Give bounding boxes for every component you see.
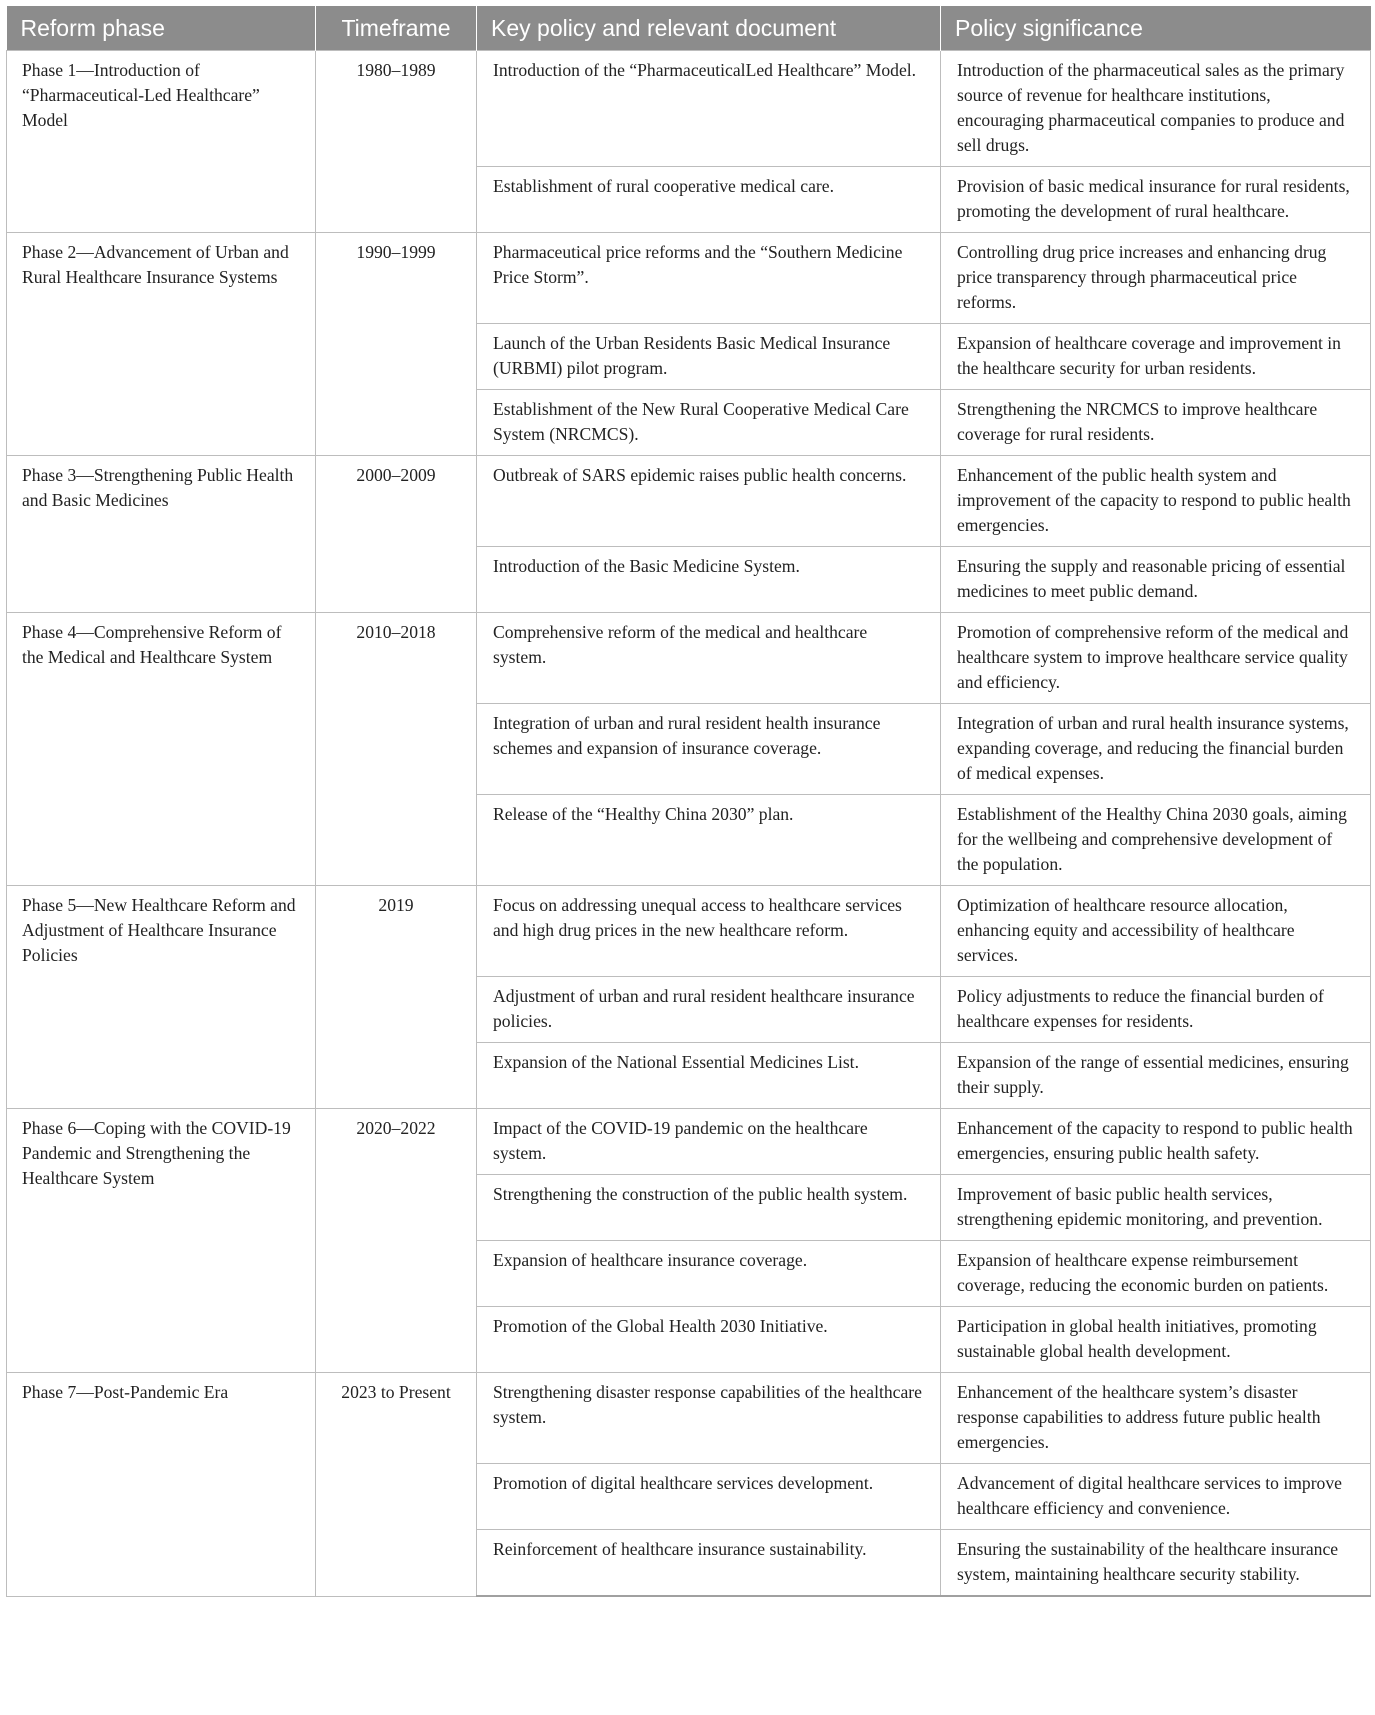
timeframe-cell: 2019 <box>316 886 477 1109</box>
table-row <box>7 233 1371 324</box>
timeframe-cell: 1990–1999 <box>316 233 477 456</box>
significance-cell: Improvement of basic public health services, strengthening epidemic monitoring, and prevention. <box>941 1175 1371 1241</box>
policy-cell: Adjustment of urban and rural resident healthcare insurance policies. <box>477 977 941 1043</box>
significance-cell: Policy adjustments to reduce the financial burden of healthcare expenses for residents. <box>941 977 1371 1043</box>
timeframe-cell: 2010–2018 <box>316 613 477 886</box>
policy-cell: Integration of urban and rural resident health insurance schemes and expansion of insurance coverage. <box>477 704 941 795</box>
table-row <box>7 456 1371 547</box>
significance-cell: Expansion of healthcare coverage and improvement in the healthcare security for urban residents. <box>941 324 1371 390</box>
table-body <box>7 51 1371 1597</box>
policy-cell: Establishment of rural cooperative medical care. <box>477 167 941 233</box>
reform-phases-table-container <box>6 6 1370 1597</box>
table-row <box>7 1373 1371 1464</box>
timeframe-cell: 2020–2022 <box>316 1109 477 1373</box>
timeframe-cell: 2000–2009 <box>316 456 477 613</box>
significance-cell: Promotion of comprehensive reform of the medical and healthcare system to improve healthcare service quality and efficiency. <box>941 613 1371 704</box>
policy-cell: Reinforcement of healthcare insurance sustainability. <box>477 1530 941 1597</box>
table-row <box>7 613 1371 704</box>
timeframe-cell: 2023 to Present <box>316 1373 477 1597</box>
significance-cell: Expansion of the range of essential medicines, ensuring their supply. <box>941 1043 1371 1109</box>
timeframe-cell: 1980–1989 <box>316 51 477 233</box>
policy-cell: Pharmaceutical price reforms and the “Southern Medicine Price Storm”. <box>477 233 941 324</box>
policy-cell: Launch of the Urban Residents Basic Medical Insurance (URBMI) pilot program. <box>477 324 941 390</box>
significance-cell: Optimization of healthcare resource allocation, enhancing equity and accessibility of healthcare services. <box>941 886 1371 977</box>
policy-cell: Promotion of digital healthcare services development. <box>477 1464 941 1530</box>
table-header <box>7 6 1371 51</box>
table-row <box>7 886 1371 977</box>
header-timeframe: Timeframe <box>316 6 477 51</box>
policy-cell: Strengthening disaster response capabilities of the healthcare system. <box>477 1373 941 1464</box>
phase-cell: Phase 5—New Healthcare Reform and Adjustment of Healthcare Insurance Policies <box>7 886 316 1109</box>
significance-cell: Enhancement of the capacity to respond to public health emergencies, ensuring public health safety. <box>941 1109 1371 1175</box>
policy-cell: Outbreak of SARS epidemic raises public health concerns. <box>477 456 941 547</box>
significance-cell: Participation in global health initiatives, promoting sustainable global health development. <box>941 1307 1371 1373</box>
significance-cell: Ensuring the supply and reasonable pricing of essential medicines to meet public demand. <box>941 547 1371 613</box>
phase-cell: Phase 7—Post-Pandemic Era <box>7 1373 316 1597</box>
policy-cell: Impact of the COVID-19 pandemic on the healthcare system. <box>477 1109 941 1175</box>
header-key-policy: Key policy and relevant document <box>477 6 941 51</box>
phase-cell: Phase 1—Introduction of “Pharmaceutical-Led Healthcare” Model <box>7 51 316 233</box>
significance-cell: Establishment of the Healthy China 2030 goals, aiming for the wellbeing and comprehensive development of the population. <box>941 795 1371 886</box>
significance-cell: Controlling drug price increases and enhancing drug price transparency through pharmaceutical price reforms. <box>941 233 1371 324</box>
table-row <box>7 51 1371 167</box>
policy-cell: Expansion of the National Essential Medicines List. <box>477 1043 941 1109</box>
policy-cell: Focus on addressing unequal access to healthcare services and high drug prices in the new healthcare reform. <box>477 886 941 977</box>
header-row <box>7 6 1371 51</box>
phase-cell: Phase 6—Coping with the COVID-19 Pandemic and Strengthening the Healthcare System <box>7 1109 316 1373</box>
policy-cell: Promotion of the Global Health 2030 Initiative. <box>477 1307 941 1373</box>
header-policy-significance: Policy significance <box>941 6 1371 51</box>
policy-cell: Release of the “Healthy China 2030” plan. <box>477 795 941 886</box>
significance-cell: Expansion of healthcare expense reimbursement coverage, reducing the economic burden on patients. <box>941 1241 1371 1307</box>
header-reform-phase: Reform phase <box>7 6 316 51</box>
policy-cell: Comprehensive reform of the medical and healthcare system. <box>477 613 941 704</box>
policy-cell: Expansion of healthcare insurance coverage. <box>477 1241 941 1307</box>
phase-cell: Phase 3—Strengthening Public Health and Basic Medicines <box>7 456 316 613</box>
phase-cell: Phase 2—Advancement of Urban and Rural Healthcare Insurance Systems <box>7 233 316 456</box>
significance-cell: Enhancement of the healthcare system’s disaster response capabilities to address future public health emergencies. <box>941 1373 1371 1464</box>
policy-cell: Introduction of the Basic Medicine System. <box>477 547 941 613</box>
reform-phases-table <box>6 6 1371 1597</box>
policy-cell: Strengthening the construction of the public health system. <box>477 1175 941 1241</box>
policy-cell: Introduction of the “PharmaceuticalLed Healthcare” Model. <box>477 51 941 167</box>
phase-cell: Phase 4—Comprehensive Reform of the Medical and Healthcare System <box>7 613 316 886</box>
significance-cell: Strengthening the NRCMCS to improve healthcare coverage for rural residents. <box>941 390 1371 456</box>
significance-cell: Integration of urban and rural health insurance systems, expanding coverage, and reducing the financial burden of medical expenses. <box>941 704 1371 795</box>
significance-cell: Enhancement of the public health system and improvement of the capacity to respond to public health emergencies. <box>941 456 1371 547</box>
policy-cell: Establishment of the New Rural Cooperative Medical Care System (NRCMCS). <box>477 390 941 456</box>
table-row <box>7 1109 1371 1175</box>
significance-cell: Ensuring the sustainability of the healthcare insurance system, maintaining healthcare security stability. <box>941 1530 1371 1597</box>
significance-cell: Provision of basic medical insurance for rural residents, promoting the development of rural healthcare. <box>941 167 1371 233</box>
significance-cell: Advancement of digital healthcare services to improve healthcare efficiency and convenience. <box>941 1464 1371 1530</box>
significance-cell: Introduction of the pharmaceutical sales as the primary source of revenue for healthcare institutions, encouraging pharmaceutical companies to produce and sell drugs. <box>941 51 1371 167</box>
